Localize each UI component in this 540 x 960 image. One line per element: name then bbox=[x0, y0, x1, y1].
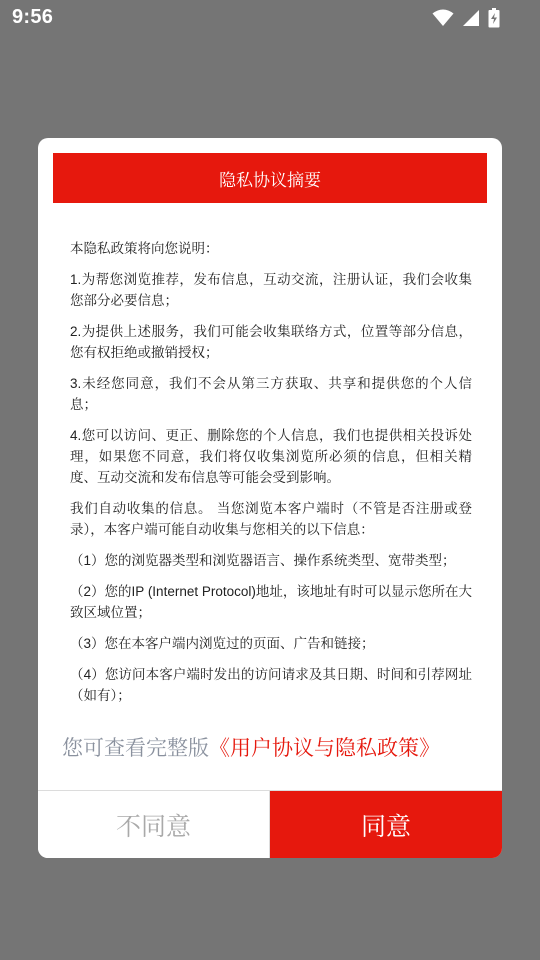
paragraph-item-2: 2.为提供上述服务，我们可能会收集联络方式，位置等部分信息，您有权拒绝或撤销授权； bbox=[70, 324, 472, 360]
disagree-button[interactable]: 不同意 bbox=[38, 791, 270, 858]
agree-button[interactable]: 同意 bbox=[270, 791, 502, 858]
signal-icon bbox=[462, 9, 480, 27]
wifi-icon bbox=[432, 9, 454, 27]
user-agreement-privacy-link[interactable]: 《用户协议与隐私政策》 bbox=[209, 737, 440, 760]
privacy-summary-scroll[interactable] bbox=[70, 238, 472, 710]
status-bar bbox=[0, 0, 540, 36]
privacy-dialog bbox=[38, 138, 502, 858]
paragraph-collect-3: （3）您在本客户端内浏览过的页面、广告和链接； bbox=[70, 636, 375, 651]
dialog-title: 隐私协议摘要 bbox=[53, 153, 487, 203]
full-version-row bbox=[62, 734, 482, 764]
battery-charging-icon bbox=[488, 8, 500, 28]
paragraph-item-3: 3.未经您同意，我们不会从第三方获取、共享和提供您的个人信息； bbox=[70, 376, 472, 412]
paragraph-collect-2: （2）您的IP (Internet Protocol)地址，该地址有时可以显示您所在大致区域位置； bbox=[70, 584, 472, 620]
paragraph-item-1: 1.为帮您浏览推荐，发布信息，互动交流，注册认证，我们会收集您部分必要信息； bbox=[70, 272, 472, 308]
paragraph-collect-1: （1）您的浏览器类型和浏览器语言、操作系统类型、宽带类型； bbox=[70, 553, 456, 568]
paragraph-intro: 本隐私政策将向您说明： bbox=[70, 241, 219, 256]
status-time: 9:56 bbox=[12, 6, 54, 28]
full-version-prefix: 您可查看完整版 bbox=[62, 737, 209, 760]
paragraph-auto-collect: 我们自动收集的信息。 当您浏览本客户端时（不管是否注册或登录），本客户端可能自动收集与您相关的以下信息： bbox=[70, 501, 472, 537]
status-icons bbox=[432, 8, 500, 28]
paragraph-item-4: 4.您可以访问、更正、删除您的个人信息，我们也提供相关投诉处理，如果您不同意，我们将仅收集浏览所必须的信息，但相关精度、互动交流和发布信息等可能会受到影响。 bbox=[70, 428, 472, 485]
paragraph-collect-4: （4）您访问本客户端时发出的访问请求及其日期、时间和引荐网址（如有）； bbox=[70, 667, 472, 703]
